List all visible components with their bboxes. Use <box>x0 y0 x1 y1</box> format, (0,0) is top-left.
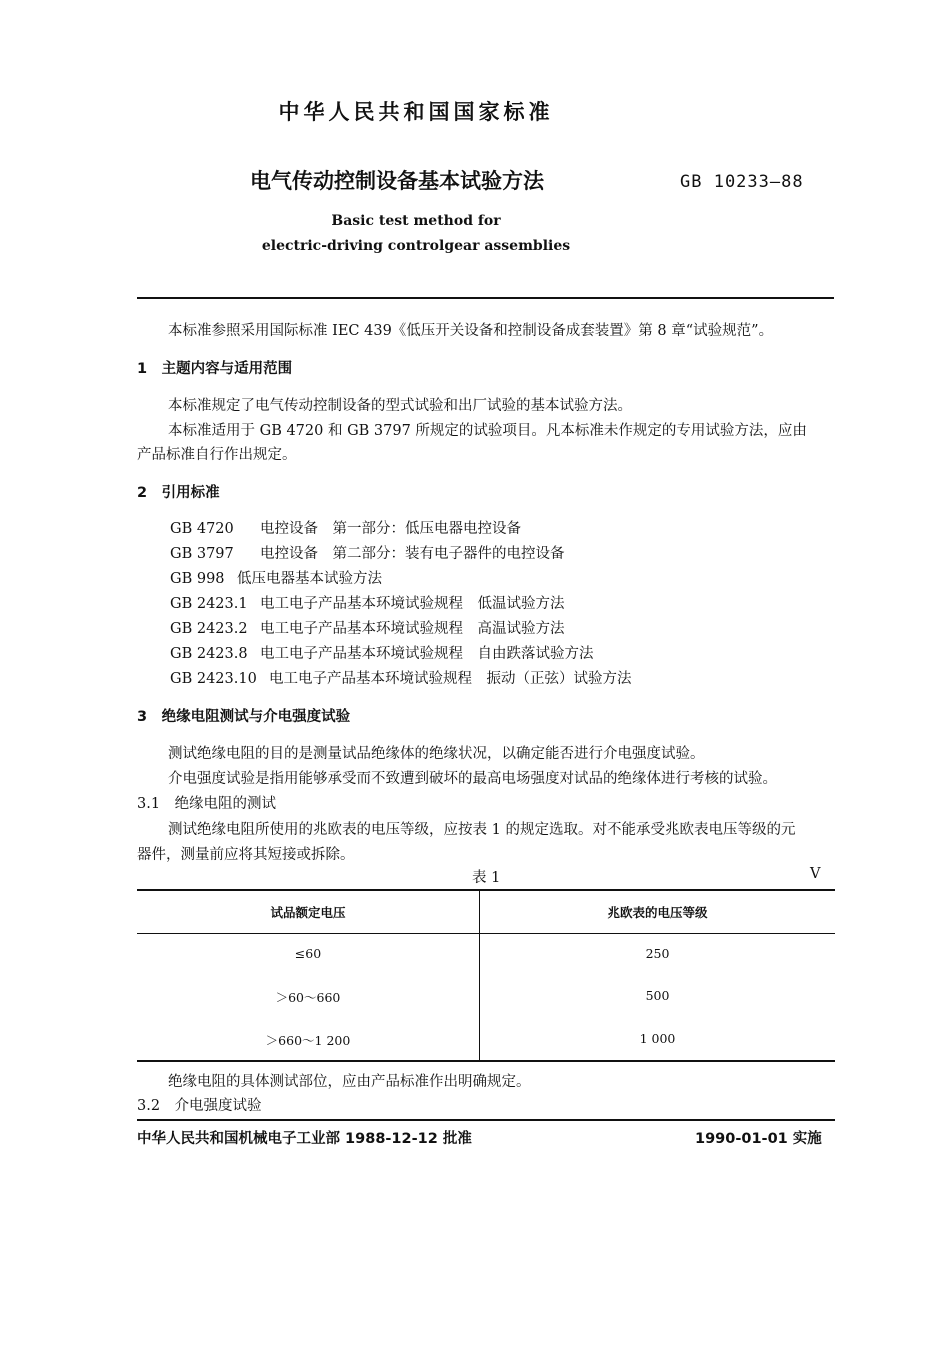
section-1-title: 主题内容与适用范围 <box>161 361 293 377</box>
table-cell: ＞60～660 <box>275 990 341 1005</box>
section-3-paragraph-1: 测试绝缘电阻的目的是测量试品绝缘体的绝缘状况，以确定能否进行介电强度试验。 <box>168 746 705 762</box>
reference-item <box>170 567 382 588</box>
reference-title: 电工电子产品基本环境试验规程 自由跌落试验方法 <box>260 646 594 662</box>
issuing-body: 中华人民共和国国家标准 <box>278 100 554 124</box>
reference-item <box>170 642 594 663</box>
table-cell: ＞660～1 200 <box>265 1033 351 1048</box>
subsection-3-1-paragraph-line-1: 测试绝缘电阻所使用的兆欧表的电压等级，应按表 1 的规定选取。对不能承受兆欧表电压等级的元 <box>168 822 796 838</box>
reference-code: GB 998 <box>170 571 225 587</box>
intro-paragraph: 本标准参照采用国际标准 IEC 439《低压开关设备和控制设备成套装置》第 8 章“试验规范”。 <box>168 323 774 339</box>
after-table-paragraph: 绝缘电阻的具体测试部位，应由产品标准作出明确规定。 <box>168 1074 531 1090</box>
section-1-number: 1 <box>137 361 148 377</box>
section-2-title: 引用标准 <box>161 485 220 501</box>
footer-divider <box>137 1119 835 1121</box>
subsection-3-1-number: 3.1 <box>137 796 161 812</box>
table-cell: 500 <box>645 988 670 1003</box>
reference-title: 电工电子产品基本环境试验规程 低温试验方法 <box>260 596 565 612</box>
reference-item <box>170 592 565 613</box>
table-header-cell: 兆欧表的电压等级 <box>607 905 708 920</box>
header-divider <box>137 297 834 299</box>
english-title-line-1: Basic test method for <box>331 213 501 229</box>
reference-title: 电工电子产品基本环境试验规程 振动（正弦）试验方法 <box>269 671 632 687</box>
document-title: 电气传动控制设备基本试验方法 <box>250 169 544 193</box>
section-3-paragraph-2: 介电强度试验是指用能够承受而不致遭到破坏的最高电场强度对试品的绝缘体进行考核的试验。 <box>168 771 777 787</box>
reference-item <box>170 542 565 563</box>
section-1-heading <box>137 357 292 378</box>
reference-code: GB 2423.1 <box>170 596 248 612</box>
section-3-heading <box>137 705 350 726</box>
section-2-number: 2 <box>137 485 148 501</box>
subsection-3-2-title: 介电强度试验 <box>174 1098 262 1114</box>
subsection-3-1-heading <box>137 792 276 813</box>
table-bottom-rule <box>137 1060 835 1062</box>
section-2-heading <box>137 481 220 502</box>
section-3-number: 3 <box>137 709 148 725</box>
reference-code: GB 2423.2 <box>170 621 248 637</box>
table-cell: 1 000 <box>639 1031 676 1046</box>
reference-item <box>170 517 521 538</box>
reference-code: GB 3797 <box>170 546 234 562</box>
standard-number: GB 10233—88 <box>680 172 804 192</box>
reference-title: 电控设备 第一部分：低压电器电控设备 <box>260 521 521 537</box>
reference-title: 低压电器基本试验方法 <box>237 571 382 587</box>
approval-line: 中华人民共和国机械电子工业部 1988-12-12 批准 <box>137 1131 472 1147</box>
subsection-3-2-heading <box>137 1094 262 1115</box>
table-cell: 250 <box>645 946 670 961</box>
section-1-paragraph-2-line-2: 产品标准自行作出规定。 <box>137 447 297 463</box>
table-top-rule <box>137 889 835 891</box>
section-1-paragraph-1: 本标准规定了电气传动控制设备的型式试验和出厂试验的基本试验方法。 <box>168 398 632 414</box>
table-cell: ≤60 <box>294 946 322 961</box>
table-unit: V <box>810 866 821 882</box>
reference-code: GB 2423.8 <box>170 646 248 662</box>
reference-code: GB 2423.10 <box>170 671 257 687</box>
reference-item <box>170 667 632 688</box>
reference-title: 电工电子产品基本环境试验规程 高温试验方法 <box>260 621 565 637</box>
subsection-3-1-paragraph-line-2: 器件，测量前应将其短接或拆除。 <box>137 847 355 863</box>
table-header-rule <box>137 933 835 934</box>
table-caption: 表 1 <box>472 870 501 886</box>
effective-date-line: 1990-01-01 实施 <box>695 1131 822 1147</box>
reference-title: 电控设备 第二部分：装有电子器件的电控设备 <box>260 546 565 562</box>
reference-item <box>170 617 565 638</box>
section-3-title: 绝缘电阻测试与介电强度试验 <box>161 709 351 725</box>
table-header-cell: 试品额定电压 <box>270 905 346 920</box>
reference-code: GB 4720 <box>170 521 234 537</box>
section-1-paragraph-2-line-1: 本标准适用于 GB 4720 和 GB 3797 所规定的试验项目。凡本标准未作规定的专用试验方法，应由 <box>168 423 807 439</box>
english-title-line-2: electric-driving controlgear assemblies <box>261 238 571 254</box>
subsection-3-2-number: 3.2 <box>137 1098 161 1114</box>
subsection-3-1-title: 绝缘电阻的测试 <box>174 796 277 812</box>
